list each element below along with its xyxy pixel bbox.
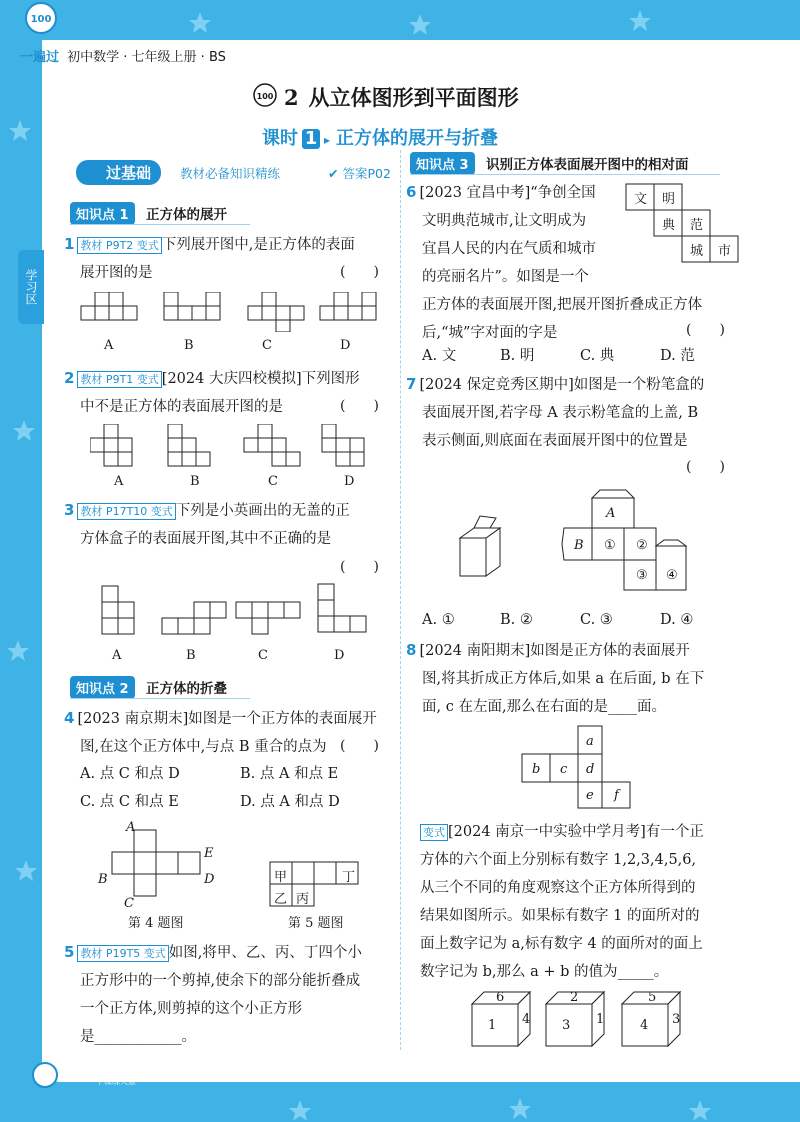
q7-option-b[interactable]: B. ② [500,612,533,628]
q3-number: 3 [64,501,75,519]
q6-line2: 文明典范城市,让文明成为 [422,213,587,229]
svg-text:100: 100 [256,92,274,101]
q2-number: 2 [64,369,75,387]
q4-number: 4 [64,709,75,727]
triangle-icon: ▸ [324,133,331,147]
kp2-tag: 知识点 2 [70,676,135,699]
q6-cell-fan: 范 [690,218,704,233]
q1-line2: 展开图的是 [80,265,153,281]
q6-line3: 宜昌人民的内在气质和城市 [422,241,596,257]
q8-line3[interactable]: 面, c 在左面,那么在右面的是____面。 [422,699,667,715]
q4-label-a: A [126,820,136,835]
svg-text:100: 100 [30,14,52,25]
q2-figure-d [322,424,364,466]
q3-option-d[interactable]: D [334,648,345,663]
q6-line4: 的亮丽名片”。如图是一个 [422,269,589,285]
q8-cell-d: d [586,762,595,777]
q6-cell-wen: 文 [634,192,648,207]
q7-cell-b: B [574,538,584,553]
q4-caption: 第 4 题图 [128,916,184,931]
q8-cell-b: b [532,762,541,777]
mascot-logo-icon [22,0,60,40]
kp3-underline [410,174,720,175]
q2-line1: 下列图形 [301,371,360,387]
q2-option-b[interactable]: B [190,474,200,489]
q1-figure-c [248,292,304,332]
q4-label-c: C [124,896,134,911]
q2-answer-blank[interactable]: ( ) [340,398,379,414]
q2-option-d[interactable]: D [344,474,355,489]
chapter-mascot-icon [250,82,280,108]
q3-line1: 下列是小英画出的无盖的正 [175,503,350,519]
q4-option-b[interactable]: B. 点 A 和点 E [240,766,339,782]
q1-option-b[interactable]: B [184,338,194,353]
cube2-top: 2 [570,990,579,1005]
kp3-title: 识别正方体表面展开图中的相对面 [486,157,689,173]
q6-source: [2023 宜昌中考] [419,185,531,201]
q1-figure-a [81,292,137,320]
q1-figure-d [320,292,376,320]
section-desc: 教材必备知识精练 [180,166,281,181]
q7-cell-2: ② [636,538,648,553]
variant-line5: 面上数字记为 a,标有数字 4 的面所对的面上 [420,936,703,952]
q5-line4[interactable]: 是____________。 [80,1029,196,1045]
q3-figure-b [162,602,226,634]
q2-tag: 教材 P9T1 变式 [77,371,161,388]
variant-source: [2024 南京一中实验中学月考] [448,824,646,840]
q7-line3: 表示侧面,则底面在表面展开图中的位置是 [422,433,688,449]
chapter-name: 从立体图形到平面图形 [308,85,519,110]
q1-option-a[interactable]: A [104,338,114,353]
answer-page: 答案P02 [342,166,391,181]
footer-mascot-icon [30,1060,60,1090]
q1-number: 1 [64,235,75,253]
q5-caption: 第 5 题图 [288,916,344,931]
q3-figure-d [318,584,366,632]
variant-question [420,818,770,986]
q5-cell-ding: 丁 [342,870,356,885]
q8-line2: 图,将其折成正方体后,如果 a 在后面, b 在下 [422,671,705,687]
q7-option-a[interactable]: A. ① [422,612,455,628]
book-title: 初中数学 · 七年级上册 · BS [67,50,226,65]
q1-answer-blank[interactable]: ( ) [340,264,379,280]
cube1-top: 6 [496,990,505,1005]
q8-number: 8 [406,641,417,659]
q5-line3: 一个正方体,则剪掉的这个小正方形 [80,1001,303,1017]
side-tab: 学习区 [18,250,44,324]
q3-figures [98,580,388,642]
q4-source: [2023 南京期末] [77,711,189,727]
q6-line1: “争创全国 [530,185,596,201]
page-number: 003 [58,1068,88,1084]
q4-label-b: B [98,872,108,887]
section-label: 过基础 [76,160,161,185]
kp1-title: 正方体的展开 [146,207,227,223]
q3-answer-blank[interactable]: ( ) [340,559,379,575]
kp2-title: 正方体的折叠 [146,681,227,697]
q8-cell-a: a [586,734,594,749]
q3-option-a[interactable]: A [112,648,122,663]
q2-source: [2024 大庆四校模拟] [161,371,302,387]
q8-cell-e: e [586,788,594,803]
cube2-front: 3 [562,1018,571,1033]
q8-cell-f: f [614,788,619,803]
q3-figure-a [102,586,134,634]
q3-option-b[interactable]: B [186,648,196,663]
chapter-title [250,82,519,112]
q5-tag: 教材 P19T5 变式 [77,945,168,962]
q8-cell-c: c [560,762,568,777]
variant-line1: 有一个正 [645,824,704,840]
q5-line2: 正方形中的一个剪掉,使余下的部分能折叠成 [80,973,361,989]
q4-figure [100,822,220,912]
lesson-prefix: 课时 [262,128,298,149]
q1-figure-b [164,292,220,320]
q6-number: 6 [406,183,417,201]
q7-cell-4: ④ [666,568,678,583]
q6-line6: 后,“城”字对面的字是 [422,325,558,341]
q6-answer-blank[interactable]: ( ) [686,322,725,338]
cube3-top: 5 [648,990,657,1005]
answer-ref: ✔ 答案P02 [328,166,391,181]
variant-tag: 变式 [420,824,448,841]
q4-option-a[interactable]: A. 点 C 和点 D [80,766,180,782]
q5-line1: 如图,将甲、乙、丙、丁四个小 [168,945,362,961]
q2-option-c[interactable]: C [268,474,278,489]
q6-option-d[interactable]: D. 范 [660,348,695,364]
q6-option-b[interactable]: B. 明 [500,348,535,364]
q3-tag: 教材 P17T10 变式 [77,503,175,520]
q5-cell-yi: 乙 [274,892,288,907]
q7-cell-3: ③ [636,568,648,583]
q6-option-c[interactable]: C. 典 [580,348,615,364]
chapter-number: 2 [284,85,299,110]
q6-line5: 正方体的表面展开图,把展开图折叠成正方体 [422,297,703,313]
lesson-name: 正方体的展开与折叠 [336,128,499,149]
variant-line6[interactable]: 数字记为 b,那么 a + b 的值为_____。 [420,964,669,980]
column-divider [400,150,401,1050]
q7-line1: 如图是一个粉笔盒的 [573,377,705,393]
variant-line3: 从三个不同的角度观察这个正方体所得到的 [420,880,696,896]
q2-line2: 中不是正方体的表面展开图的是 [80,399,283,415]
q7-chalk-box-figure [456,512,506,582]
q7-source: [2024 保定竞秀区期中] [419,377,574,393]
q7-line2: 表面展开图,若字母 A 表示粉笔盒的上盖, B [422,405,699,421]
q2-option-a[interactable]: A [114,474,124,489]
question-7 [406,370,766,455]
q6-cell-dian: 典 [662,218,676,233]
q8-line1: 如图是正方体的表面展开 [530,643,690,659]
lesson-title [262,124,498,150]
q2-figure-c [244,424,300,466]
q6-cell-cheng: 城 [690,244,704,259]
brand-name: 一遍过 [20,50,60,65]
footer-slogan-2: 下课练天意 [96,1077,136,1086]
question-8 [406,636,766,721]
q5-number: 5 [64,943,75,961]
variant-line2: 方体的六个面上分别标有数字 1,2,3,4,5,6, [420,852,697,868]
kp3-tag: 知识点 3 [410,152,475,175]
q6-option-a[interactable]: A. 文 [422,348,457,364]
header-brand [20,46,226,65]
q4-line2: 图,在这个正方体中,与点 B 重合的点为 [80,739,327,755]
lesson-number: 1 [302,129,320,149]
q6-cell-ming: 明 [662,192,676,207]
kp2-underline [70,698,250,699]
cube3-side: 3 [672,1012,681,1027]
q2-figures [90,424,390,472]
q7-option-c[interactable]: C. ③ [580,612,613,628]
q4-label-d: D [204,872,215,887]
q7-option-d[interactable]: D. ④ [660,612,694,628]
q7-answer-blank[interactable]: ( ) [686,459,725,475]
q4-option-c[interactable]: C. 点 C 和点 E [80,794,179,810]
cube1-front: 1 [488,1018,497,1033]
q1-figures [76,292,396,332]
q4-line1: 如图是一个正方体的表面展开 [188,711,377,727]
q3-option-c[interactable]: C [258,648,268,663]
q1-line1: 下列展开图中,是正方体的表面 [161,237,355,253]
q1-option-d[interactable]: D [340,338,351,353]
footer-slogan-1: 上课认真听 [96,1068,136,1077]
q1-option-c[interactable]: C [262,338,272,353]
q2-figure-b [168,424,210,466]
q1-tag: 教材 P9T2 变式 [77,237,161,254]
kp1-underline [70,224,250,225]
question-5 [64,938,404,1051]
cube3-front: 4 [640,1018,649,1033]
q7-cell-a: A [606,506,616,521]
q3-figure-c [236,602,300,634]
q5-cell-jia: 甲 [274,870,288,885]
footer-slogan [96,1068,136,1086]
q4-label-e: E [204,846,214,861]
cube1-side: 4 [522,1012,531,1027]
q2-figure-a [90,424,132,466]
section-banner [76,160,394,186]
q7-cell-1: ① [604,538,616,553]
q4-option-d[interactable]: D. 点 A 和点 D [240,794,340,810]
question-3 [64,496,404,553]
kp1-tag: 知识点 1 [70,202,135,225]
q6-cell-shi: 市 [718,244,732,259]
q3-line2: 方体盒子的表面展开图,其中不正确的是 [80,531,332,547]
q8-source: [2024 南阳期末] [419,643,531,659]
cube2-side: 1 [596,1012,605,1027]
q4-answer-blank[interactable]: ( ) [340,738,379,754]
q7-number: 7 [406,375,417,393]
q5-cell-bing: 丙 [296,892,310,907]
variant-line4: 结果如图所示。如果标有数字 1 的面所对的 [420,908,700,924]
